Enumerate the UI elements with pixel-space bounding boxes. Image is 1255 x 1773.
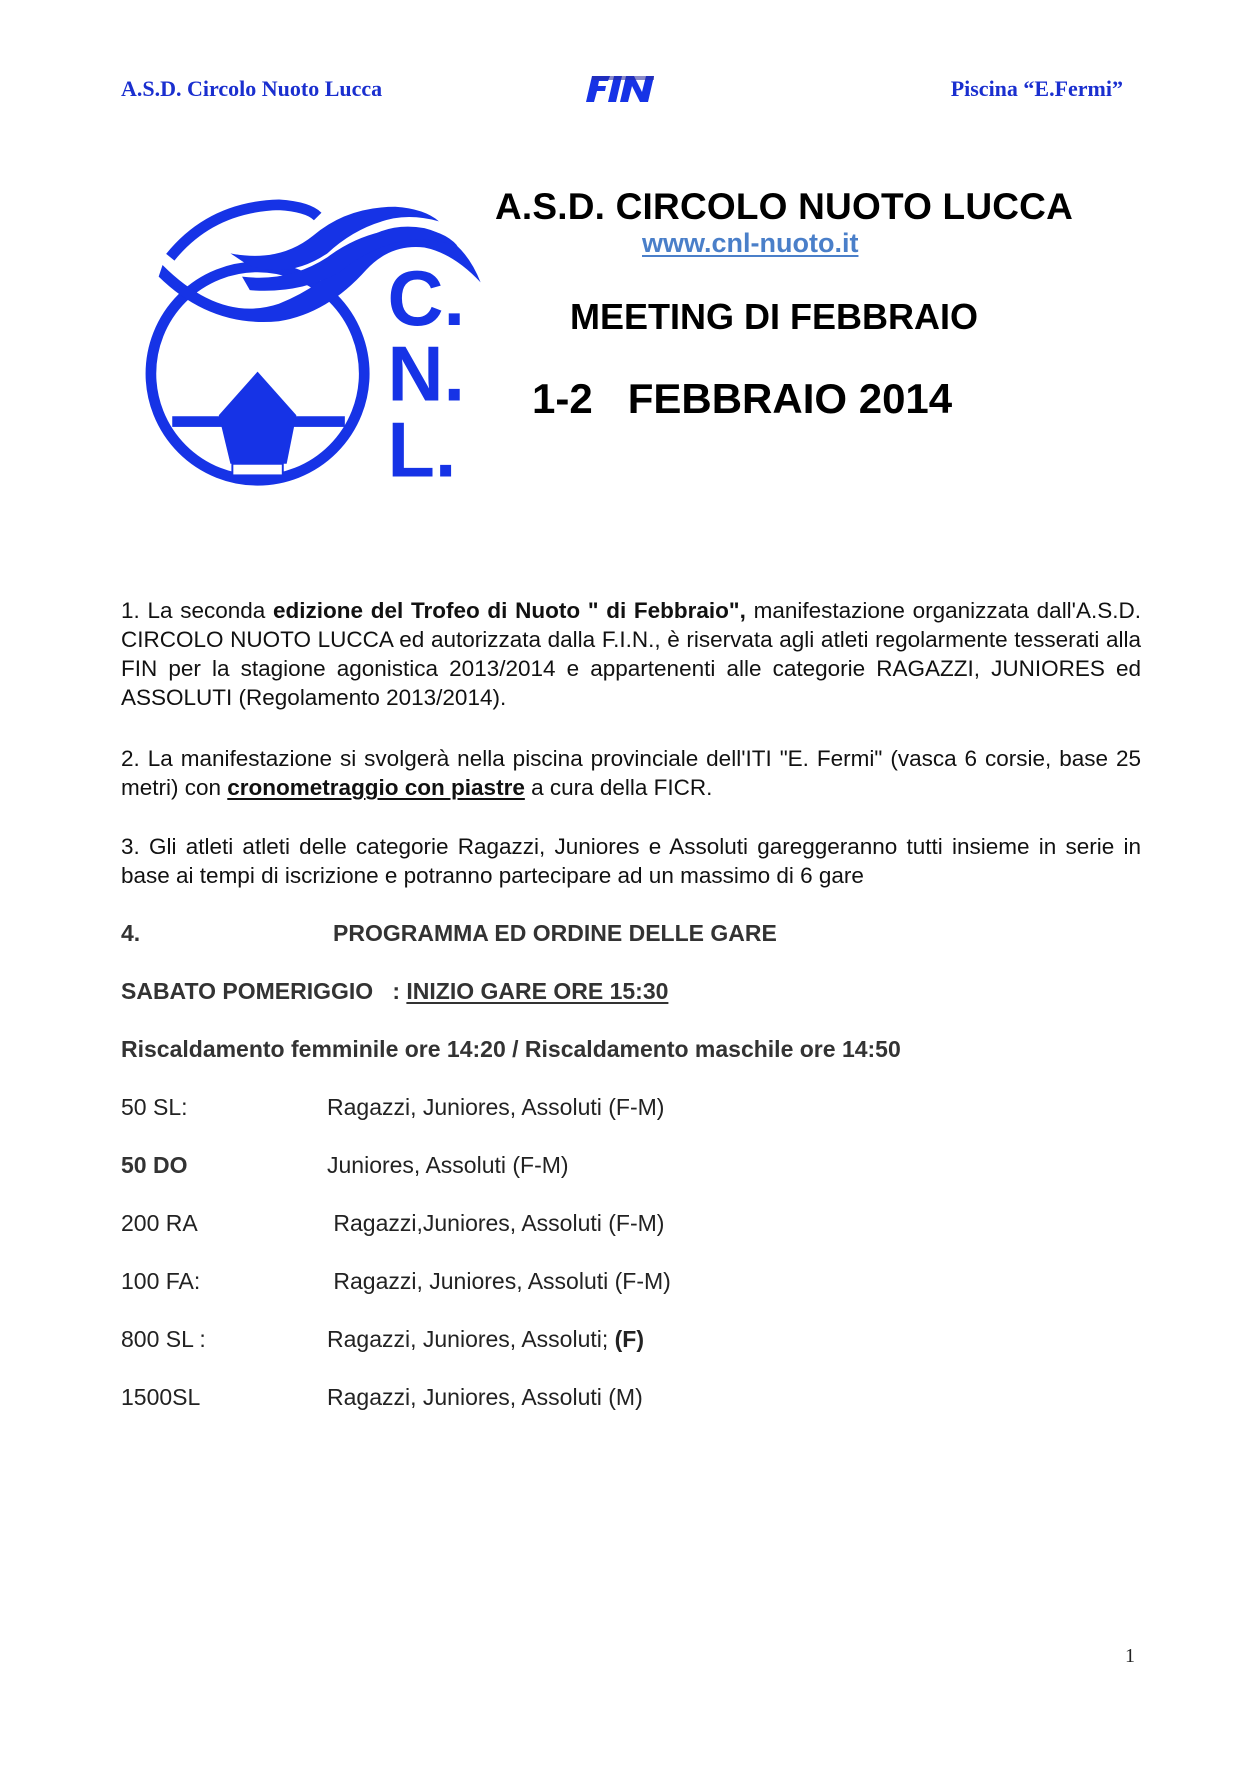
race-event: 1500SL <box>121 1384 201 1410</box>
paragraph-text: Gli atleti atleti delle categorie Ragazzi, Juniores e Assoluti gareggeranno tutti insieme in serie in base ai tempi di iscrizione e potranno partecipare ad un massimo di 6 gare <box>121 834 1141 888</box>
organization-title: A.S.D. CIRCOLO NUOTO LUCCA <box>495 186 1074 227</box>
race-event: 100 FA: <box>121 1268 201 1294</box>
section-title: PROGRAMMA ED ORDINE DELLE GARE <box>333 920 777 946</box>
logo-letter-l: L. <box>387 407 457 488</box>
race-categories <box>327 1384 643 1411</box>
section-4-heading <box>121 920 777 947</box>
paragraph-text: La seconda <box>139 598 274 623</box>
event-dates: 1-2 FEBBRAIO 2014 <box>532 375 953 422</box>
race-categories <box>327 1094 664 1121</box>
race-gender-bold: (F) <box>614 1326 645 1352</box>
section-number: 4. <box>121 920 141 946</box>
race-event: 50 DO <box>121 1152 188 1178</box>
paragraph-bold-text: edizione del Trofeo di Nuoto " di Febbraio", <box>273 598 746 623</box>
race-categories <box>327 1268 671 1295</box>
paragraph-text: La manifestazione si svolgerà nella piscina provinciale dell'ITI "E. Fermi" (vasca 6 corsie, base 25 metri) con <box>121 746 1141 800</box>
website-link[interactable]: www.cnl-nuoto.it <box>642 228 859 258</box>
page-number: 1 <box>1125 1645 1135 1667</box>
paragraph-number: 3. <box>121 834 140 859</box>
race-categories <box>327 1326 644 1353</box>
paragraph-text: manifestazione organizzata dall'A.S.D. CIRCOLO NUOTO LUCCA ed autorizzata dalla F.I.N., è riservata agli atleti regolarmente tesserati alla FIN per la stagione agonistica 2013/2014 e appartenenti alle categorie RAGAZZI, JUNIORES ed ASSOLUTI (Regolamento 2013/2014). <box>121 598 1141 710</box>
header-pool-name: Piscina “E.Fermi” <box>950 76 1123 101</box>
race-categories <box>327 1152 569 1179</box>
cnl-club-logo-icon <box>128 168 488 488</box>
session-start-time: INIZIO GARE ORE 15:30 <box>406 978 669 1004</box>
race-categories-text: Ragazzi,Juniores, Assoluti (F-M) <box>327 1210 665 1236</box>
race-event: 50 SL: <box>121 1094 188 1120</box>
race-categories-text: Ragazzi, Juniores, Assoluti (F-M) <box>327 1094 665 1120</box>
race-categories-text: Ragazzi, Juniores, Assoluti (F-M) <box>327 1268 671 1294</box>
event-title: MEETING DI FEBBRAIO <box>570 296 979 337</box>
paragraph-text: a cura della FICR. <box>524 775 713 800</box>
paragraph-number: 1. <box>121 598 140 623</box>
warmup-times: Riscaldamento femminile ore 14:20 / Riscaldamento maschile ore 14:50 <box>121 1036 901 1062</box>
race-event: 800 SL : <box>121 1326 206 1352</box>
race-categories-text: Ragazzi, Juniores, Assoluti; <box>327 1326 615 1352</box>
paragraph-3 <box>121 832 1141 890</box>
paragraph-number: 2. <box>121 746 140 771</box>
logo-letter-c: C. <box>387 256 466 343</box>
fin-logo-icon <box>586 74 666 104</box>
session-line <box>121 978 668 1005</box>
race-categories-text: Juniores, Assoluti (F-M) <box>327 1152 569 1178</box>
paragraph-1 <box>121 596 1141 712</box>
race-categories-text: Ragazzi, Juniores, Assoluti (M) <box>327 1384 643 1410</box>
race-categories <box>327 1210 664 1237</box>
paragraph-2 <box>121 744 1141 802</box>
header-club-name: A.S.D. Circolo Nuoto Lucca <box>121 76 383 101</box>
logo-letter-n: N. <box>387 331 466 418</box>
race-event: 200 RA <box>121 1210 198 1236</box>
timing-highlight: cronometraggio con piastre <box>227 775 525 800</box>
session-label: SABATO POMERIGGIO : <box>121 978 407 1004</box>
